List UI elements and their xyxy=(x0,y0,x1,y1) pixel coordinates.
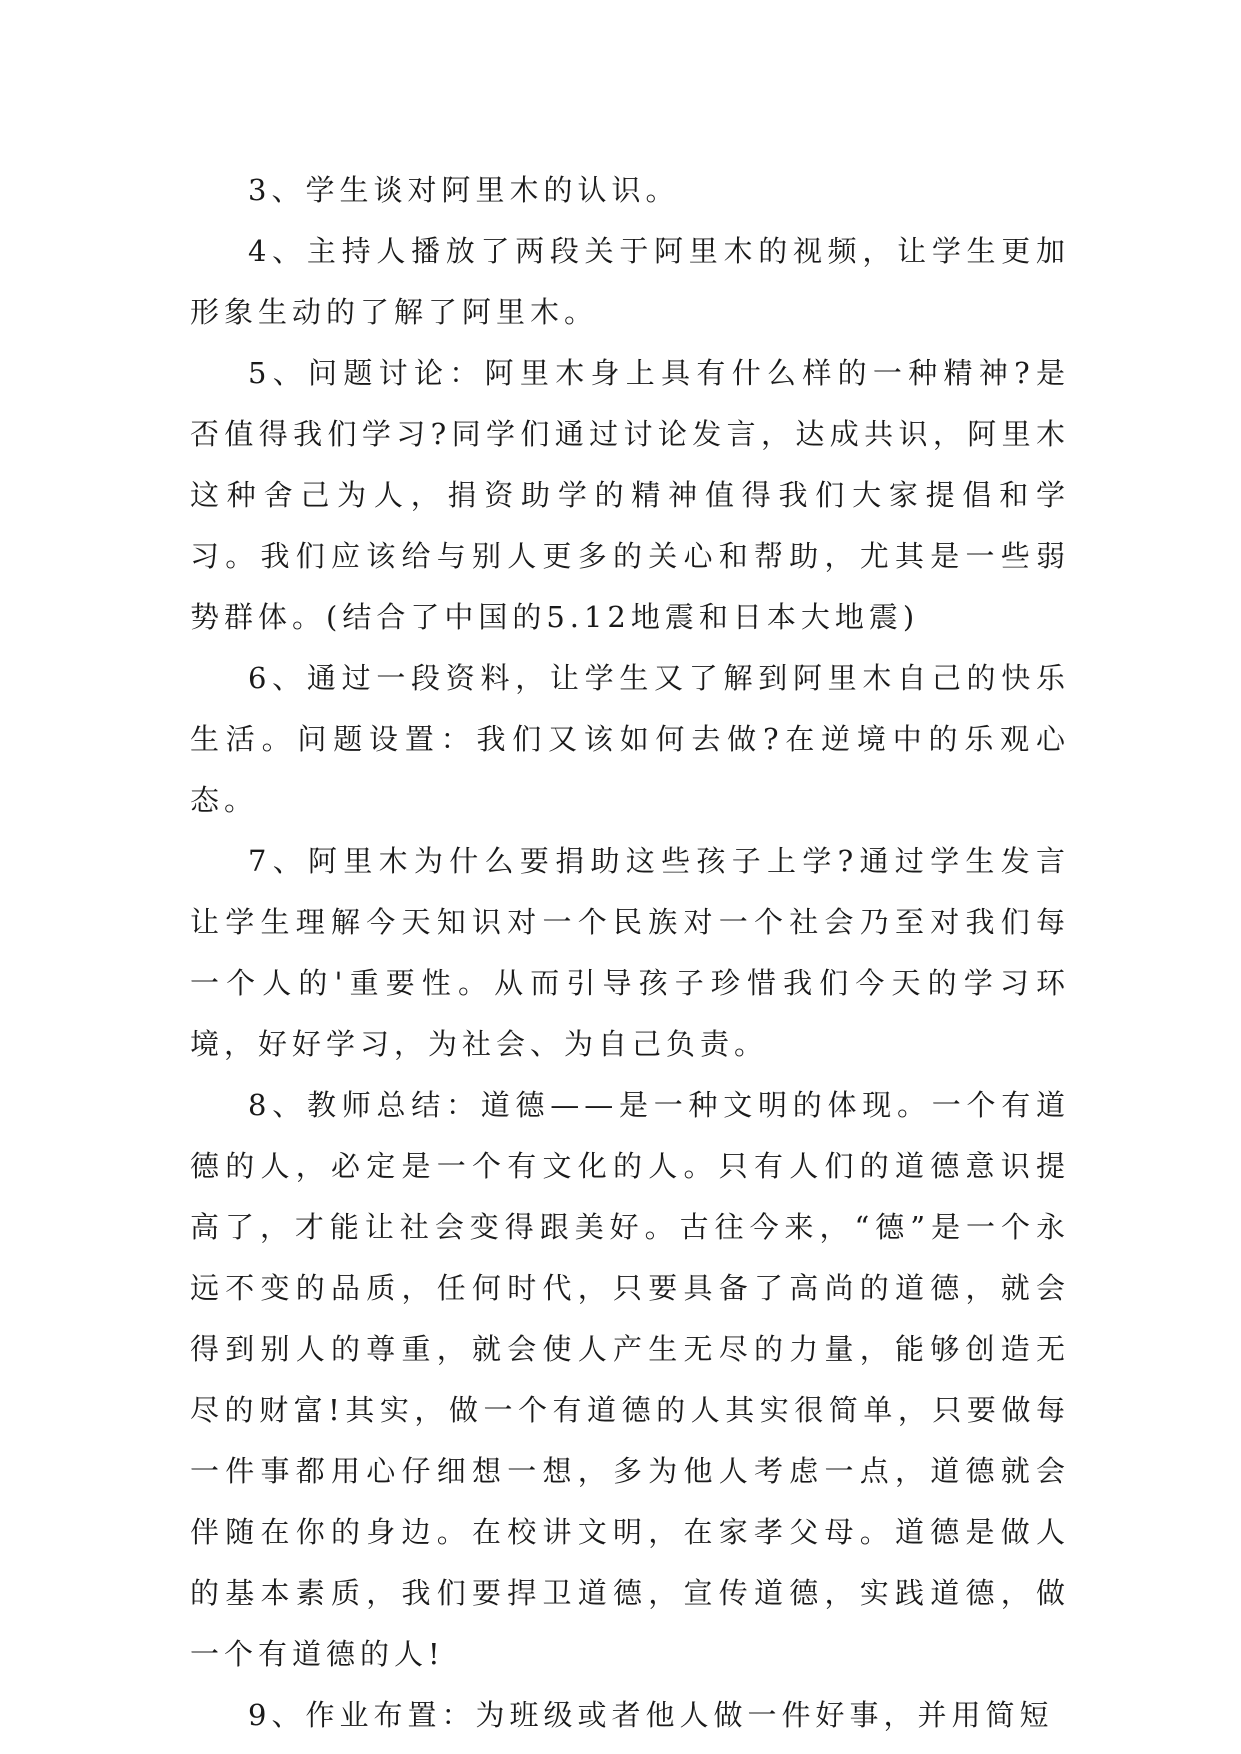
paragraph-8: 8、教师总结：道德——是一种文明的体现。一个有道德的人，必定是一个有文化的人。只有人们的道德意识提高了，才能让社会变得跟美好。古往今来，“德”是一个永远不变的品质，任何时代，只要具备了高尚的道德，就会得到别人的尊重，就会使人产生无尽的力量，能够创造无尽的财富!其实，做一个有道德的人其实很简单，只要做每一件事都用心仔细想一想，多为他人考虑一点，道德就会伴随在你的身边。在校讲文明，在家孝父母。道德是做人的基本素质，我们要捍卫道德，宣传道德，实践道德，做一个有道德的人! xyxy=(190,1088,1070,1671)
paragraph-3: 3、学生谈对阿里木的认识。 xyxy=(248,173,680,207)
paragraph-9: 9、作业布置：为班级或者他人做一件好事，并用简短 xyxy=(248,1698,1054,1732)
paragraph-5: 5、问题讨论：阿里木身上具有什么样的一种精神?是否值得我们学习?同学们通过讨论发言，达成共识，阿里木这种舍己为人，捐资助学的精神值得我们大家提倡和学习。我们应该给与别人更多的关心和帮助，尤其是一些弱势群体。(结合了中国的5.12地震和日本大地震) xyxy=(190,356,1070,634)
document-body xyxy=(190,160,1070,1746)
paragraph-7: 7、阿里木为什么要捐助这些孩子上学?通过学生发言让学生理解今天知识对一个民族对一个社会乃至对我们每一个人的'重要性。从而引导孩子珍惜我们今天的学习环境，好好学习，为社会、为自己负责。 xyxy=(190,844,1070,1061)
paragraph-6: 6、通过一段资料，让学生又了解到阿里木自己的快乐生活。问题设置：我们又该如何去做?在逆境中的乐观心态。 xyxy=(190,661,1070,817)
paragraph-4: 4、主持人播放了两段关于阿里木的视频，让学生更加形象生动的了解了阿里木。 xyxy=(190,234,1070,329)
